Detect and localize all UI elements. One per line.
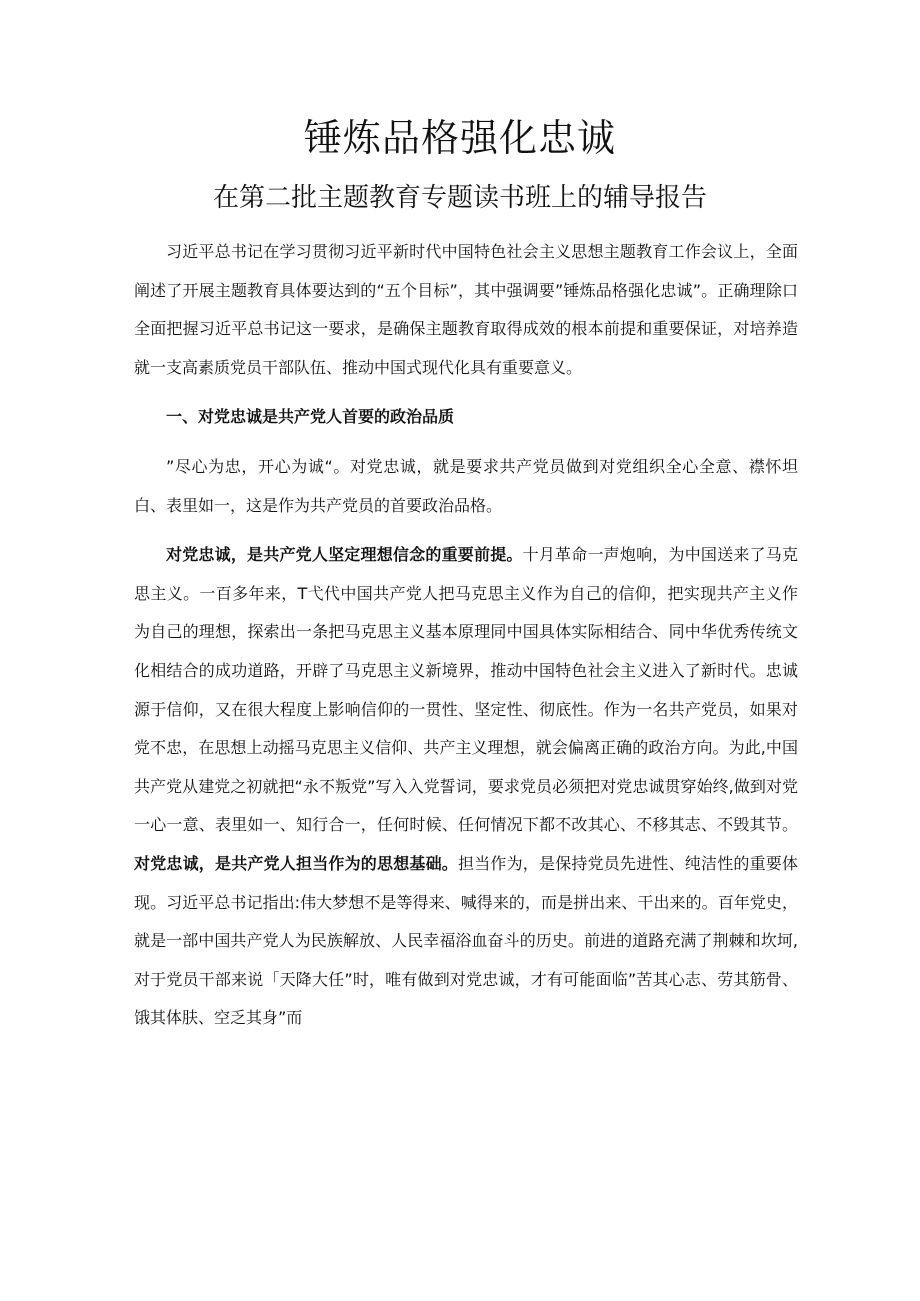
section-paragraph-long <box>134 536 798 1038</box>
section-paragraph: ”尽心为忠，开心为诚“。对党忠诚，就是要求共产党员做到对党组织全心全意、襟怀坦白、表里如一，这是作为共产党员的首要政治品格。 <box>134 456 798 515</box>
document-body <box>134 233 798 1038</box>
bold-lead-sentence: 对党忠诚，是共产党人坚定理想信念的重要前提。 <box>166 545 523 565</box>
document-subtitle: 在第二批主题教育专题读书班上的辅导报告 <box>212 183 707 213</box>
bold-lead-sentence-2: 对党忠诚，是共产党人担当作为的思想基础。 <box>134 853 458 873</box>
document-title: 锤炼品格强化忠诚 <box>303 116 616 160</box>
paragraph-text: 十月革命一声炮响，为中国送来了马克思主义。一百多年来，T弋代中国共产党人把马克思主义作为自己的信仰，把实现共产主义作为自己的理想，探索出一条把马克思主义基本原理同中国具体实际相结合、同中华优秀传统文化相结合的成功道路，开辟了马克思主义新境界，推动中国特色社会主义进入了新时代。忠诚源于信仰，又在很大程度上影响信仰的一贯性、坚定性、彻底性。作为一名共产党员，如果对党不忠，在思想上动摇马克思主义信仰、共产主义理想，就会偏离正确的政治方向。为此,中国共产党从建党之初就把“永不叛党”写入入党誓词，要求党员必须把对党忠诚贯穿始终,做到对党一心一意、表里如一、知行合一，任何时候、任何情况下都不改其心、不移其志、不毁其节。 <box>134 545 798 835</box>
section-heading: 一、对党忠诚是共产党人首要的政治品质 <box>166 407 455 427</box>
paragraph-text-2: 担当作为，是保持党员先进性、纯洁性的重要体现。习近平总书记指出:伟大梦想不是等得来、喊得来的，而是拼出来、干出来的。百年党史，就是一部中国共产党人为民族解放、人民幸福浴血奋斗的历史。前进的道路充满了荆棘和坎坷,对于党员干部来说「天降大任”时，唯有做到对党忠诚，才有可能面临”苦其心志、劳其筋骨、饿其体肤、空乏其身”而 <box>134 853 798 1028</box>
intro-paragraph: 习近平总书记在学习贯彻习近平新时代中国特色社会主义思想主题教育工作会议上，全面阐述了开展主题教育具体要达到的“五个目标”，其中强调要”锤炼品格强化忠诚”。正确理除口全面把握习近平总书记这一要求，是确保主题教育取得成效的根本前提和重要保证，对培养造就一支高素质党员干部队伍、推动中国式现代化具有重要意义。 <box>134 242 798 377</box>
